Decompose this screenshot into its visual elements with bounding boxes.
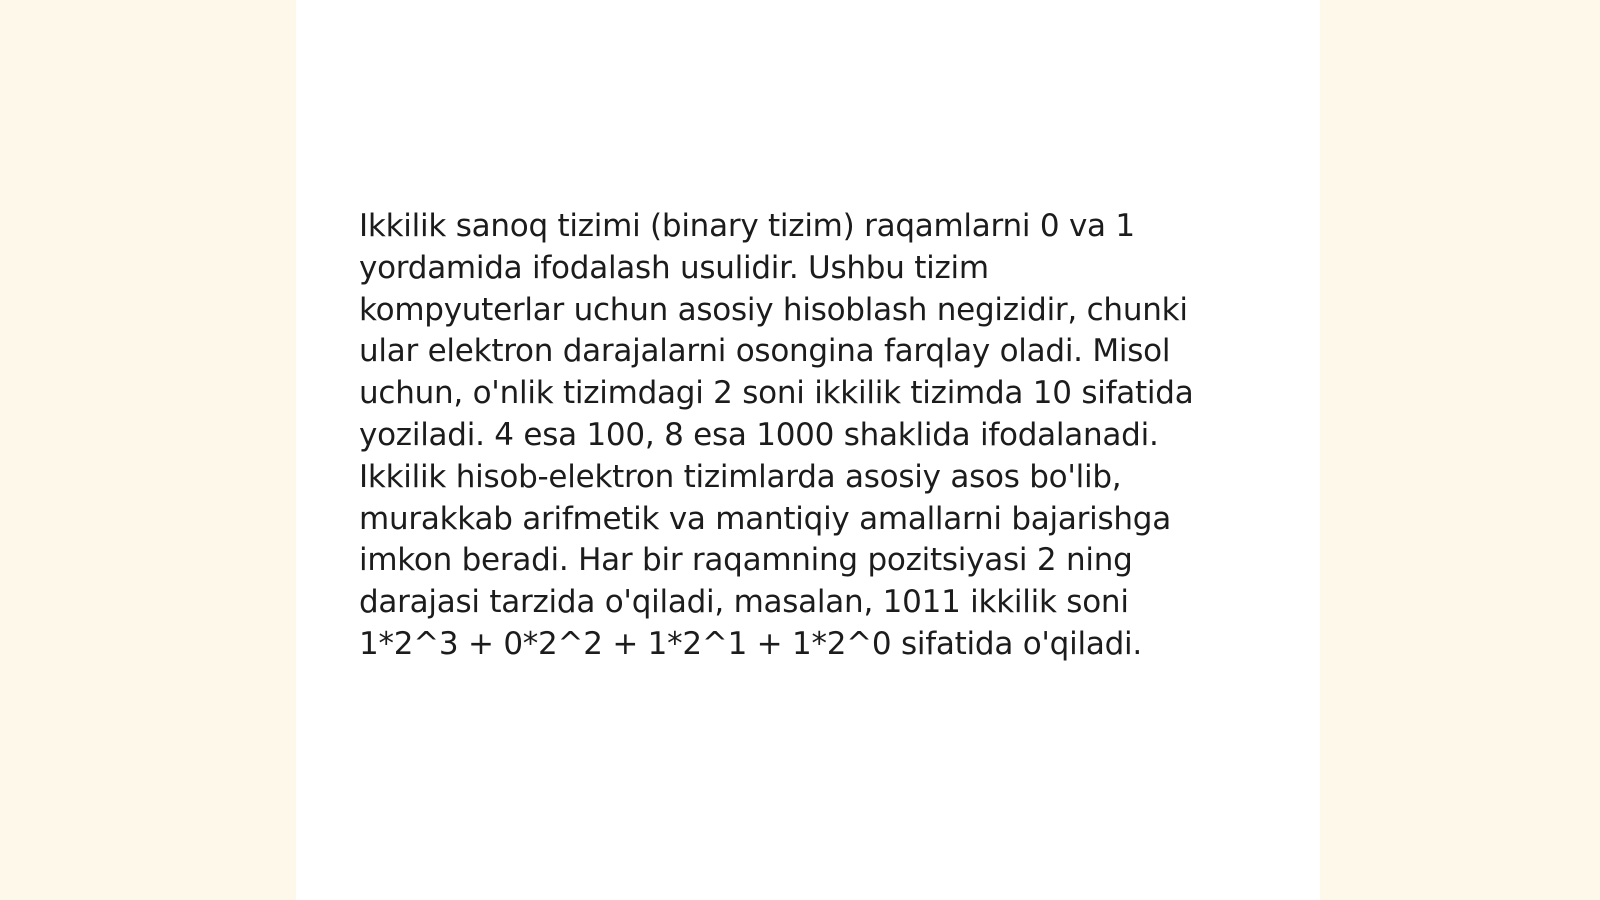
paragraph-line: darajasi tarzida o'qiladi, masalan, 1011 ikkilik soni xyxy=(359,584,1129,621)
paragraph-line: ular elektron darajalarni osongina farqlay oladi. Misol xyxy=(359,333,1171,370)
paragraph-line: murakkab arifmetik va mantiqiy amallarni bajarishga xyxy=(359,500,1171,537)
paragraph-line: 1*2^3 + 0*2^2 + 1*2^1 + 1*2^0 sifatida o'qiladi. xyxy=(359,625,1142,662)
paragraph-line: Ikkilik hisob-elektron tizimlarda asosiy asos bo'lib, xyxy=(359,458,1122,495)
paragraph-line: Ikkilik sanoq tizimi (binary tizim) raqamlarni 0 va 1 xyxy=(359,208,1135,244)
paragraph-line: imkon beradi. Har bir raqamning pozitsiyasi 2 ning xyxy=(359,542,1133,579)
paragraph-line: yordamida ifodalash usulidir. Ushbu tizim xyxy=(359,249,989,286)
body-paragraph xyxy=(359,206,1259,666)
document-page xyxy=(296,0,1320,900)
paragraph-line: kompyuterlar uchun asosiy hisoblash negizidir, chunki xyxy=(359,291,1188,328)
paragraph-line: yoziladi. 4 esa 100, 8 esa 1000 shaklida ifodalanadi. xyxy=(359,416,1159,453)
paragraph-line: uchun, o'nlik tizimdagi 2 soni ikkilik tizimda 10 sifatida xyxy=(359,375,1194,412)
